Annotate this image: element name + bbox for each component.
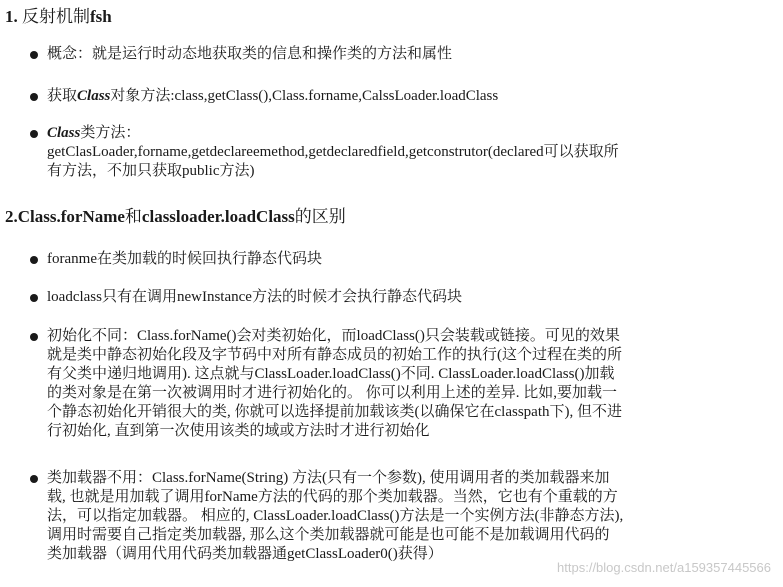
- bullet-dot: [30, 93, 38, 101]
- section1-item-concept: [47, 45, 737, 64]
- item-line: loadclass只有在调用newInstance方法的时候才会执行静态代码块: [47, 289, 462, 305]
- bullet-dot: [30, 130, 38, 138]
- section1-heading-text: 反射机制: [22, 7, 90, 26]
- item-line: [47, 124, 737, 143]
- bullet-dot: [30, 333, 38, 341]
- section2-item-forname: [47, 250, 737, 269]
- section1-item-class-methods: [47, 124, 737, 181]
- watermark-text: https://blog.csdn.net/a159357445566: [557, 560, 771, 575]
- section2-heading-mid: 和: [124, 207, 142, 226]
- item-line: 就是类中静态初始化段及字节码中对所有静态成员的初始工作的执行(这个过程在类的所: [47, 347, 622, 363]
- item-line: foranme在类加载的时候回执行静态代码块: [47, 251, 322, 267]
- item-line: 法，可以指定加载器。 相应的, ClassLoader.loadClass()方法是一个实例方法(非静态方法),: [47, 508, 624, 524]
- item-line: 行初始化, 直到第一次使用该类的域或方法时才进行初始化: [47, 423, 430, 439]
- item-line: 有父类中递归地调用). 这点就与ClassLoader.loadClass()不同. ClassLoader.loadClass()加载: [47, 366, 615, 382]
- item-line: 载, 也就是用加载了调用forName方法的代码的那个类加载器。当然，它也有个重载的方: [47, 489, 618, 505]
- item-line: 个静态初始化开销很大的类, 你就可以选择提前加载该类(以确保它在classpath下), 但不进: [47, 404, 622, 420]
- class-emphasis: Class: [47, 125, 81, 141]
- section1-item-get-class: [47, 87, 737, 106]
- section2-item-loadclass: [47, 288, 737, 307]
- section2-item-initialization: [47, 327, 737, 441]
- section2-heading-end: 的区别: [294, 207, 346, 226]
- section2-item-classloader: [47, 469, 737, 564]
- bullet-dot: [30, 256, 38, 264]
- section2-heading: [5, 206, 346, 228]
- item-line: 初始化不同：Class.forName()会对类初始化，而loadClass()只会装载或链接。可见的效果: [47, 328, 620, 344]
- item-line: 类加载器（调用代用代码类加载器通getClassLoader0()获得）: [47, 546, 443, 562]
- bullet-dot: [30, 51, 38, 59]
- item-text: 对象方法:class,getClass(),Class.forname,CalssLoader.loadClass: [110, 88, 499, 104]
- bullet-dot: [30, 475, 38, 483]
- section2-heading-bold2: classloader.loadClass: [141, 207, 295, 226]
- item-line: 的类对象是在第一次被调用时才进行初始化的。 你可以利用上述的差异. 比如,要加载一: [47, 385, 618, 401]
- item-line: getClasLoader,forname,getdeclareemethod,getdeclaredfield,getconstrutor(declared可以获取所: [47, 144, 619, 160]
- section1-heading-suffix: fsh: [90, 7, 112, 26]
- item-line: 类加载器不用：Class.forName(String) 方法(只有一个参数), 使用调用者的类加载器来加: [47, 470, 610, 486]
- item-line: 有方法，不加只获取public方法): [47, 163, 255, 179]
- item-text: 类方法：: [80, 125, 141, 141]
- section2-heading-number: 2.: [5, 207, 18, 226]
- item-line: [47, 87, 737, 106]
- item-text: 概念：就是运行时动态地获取类的信息和操作类的方法和属性: [47, 46, 453, 62]
- item-line: 调用时需要自己指定类加载器, 那么这个类加载器就可能是也可能不是加载调用代码的: [47, 527, 610, 543]
- class-emphasis: Class: [77, 88, 111, 104]
- item-prefix: 获取: [47, 88, 78, 104]
- bullet-dot: [30, 294, 38, 302]
- section2-heading-bold: Class.forName: [17, 207, 125, 226]
- section1-heading: [5, 6, 112, 28]
- section1-heading-number: 1.: [5, 7, 18, 26]
